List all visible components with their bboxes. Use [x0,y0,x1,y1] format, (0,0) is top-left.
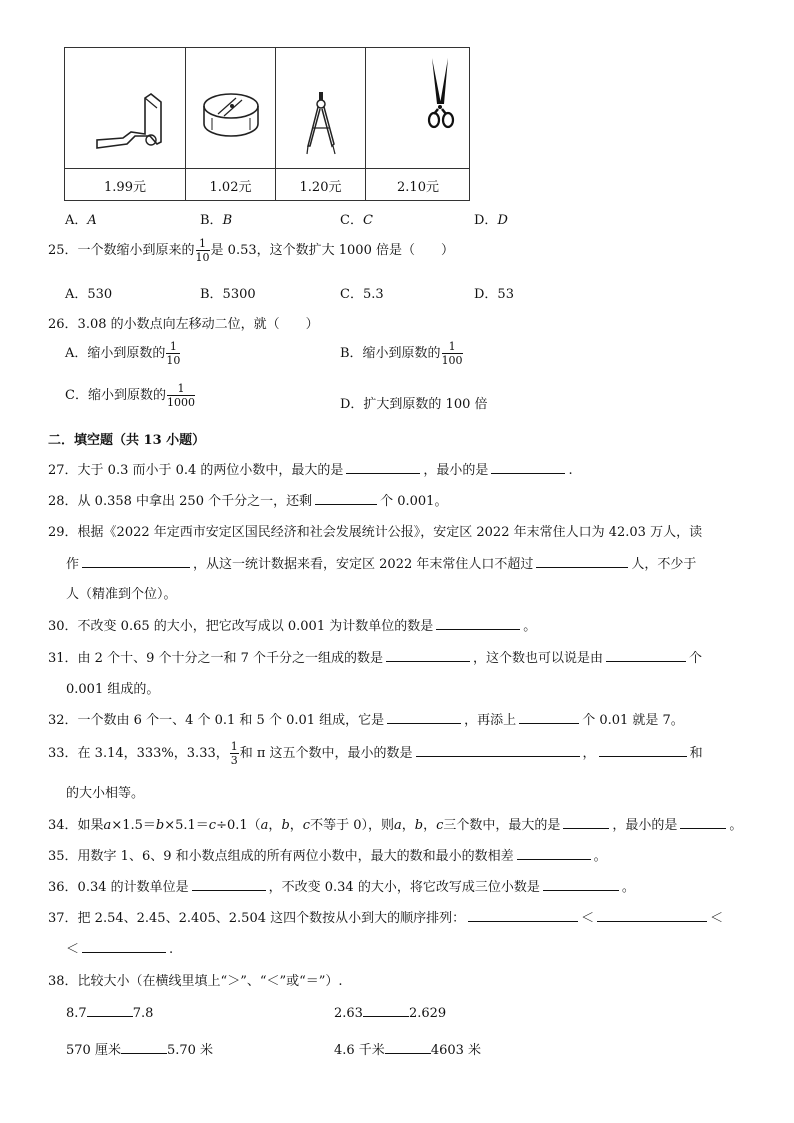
question-34: 34．如果a×1.5＝b×5.1＝c÷0.1（a，b，c不等于 0），则a，b，c三个数中，最大的是 ，最小的是 。 [48,818,743,833]
fraction-1-3: $\frac{1}{3}$ [230,740,238,767]
answer-blank[interactable] [82,555,190,568]
table-cell-b [186,48,276,201]
answer-blank[interactable] [315,492,377,505]
q25-option-b: B．5300 [200,287,256,302]
price-a: 1.99元 [104,180,146,195]
compare-item: 570 厘米 5.70 米 [66,1043,214,1058]
question-31-line1: 31．由 2 个十、9 个十分之一和 7 个千分之一组成的数是 ，这个数也可以说是由 个 [48,651,703,666]
answer-blank[interactable] [468,909,578,922]
answer-blank[interactable] [536,555,628,568]
question-29-line3: 人（精准到个位）。 [66,587,177,602]
question-36: 36．0.34 的计数单位是 ，不改变 0.34 的大小，将它改写成三位小数是 。 [48,880,635,895]
table-cell-c [276,48,366,201]
question-25: 25．一个数缩小到原来的 $\frac{1}{10}$ 是 0.53，这个数扩大 1000 倍是（ ） [48,237,454,264]
compare-item: 2.63 2.629 [334,1006,447,1021]
compare-item: 8.7 7.8 [66,1006,154,1021]
question-33-line1: 33．在 3.14，333%，3.33， $\frac{1}{3}$ 和 π 这五个数中，最小的数是 ， 和 [48,740,703,767]
table-cell-a [65,48,186,201]
answer-blank[interactable] [543,878,619,891]
q26-option-b: B．缩小到原数的 $\frac{1}{100}$ [340,340,463,367]
q25-option-a: A．530 [65,287,113,302]
answer-blank[interactable] [597,909,707,922]
answer-blank[interactable] [346,461,420,474]
question-37-line2: ＜ . [66,942,174,957]
answer-blank[interactable] [386,649,470,662]
q24-option-a: A．A [65,213,97,228]
answer-blank[interactable] [363,1004,409,1017]
q26-option-a: A．缩小到原数的 $\frac{1}{10}$ [65,340,181,367]
answer-blank[interactable] [563,816,609,829]
compass-icon [276,54,365,164]
answer-blank[interactable] [385,1041,431,1054]
answer-blank[interactable] [519,711,579,724]
answer-blank[interactable] [387,711,461,724]
q24-option-c: C．C [340,213,373,228]
question-38: 38．比较大小（在横线里填上“＞”、“＜”或“＝”）. [48,974,343,989]
question-26: 26．3.08 的小数点向左移动二位，就（ ） [48,317,319,332]
fraction-1-10: $\frac{1}{10}$ [195,237,210,264]
q26-option-d: D．扩大到原数的 100 倍 [340,397,488,412]
question-35: 35．用数字 1、6、9 和小数点组成的所有两位小数中，最大的数和最小的数相差 。 [48,849,607,864]
price-b: 1.02元 [209,180,252,195]
answer-blank[interactable] [436,617,520,630]
answer-blank[interactable] [121,1041,167,1054]
price-d: 2.10元 [397,180,439,195]
scissors-icon [366,54,470,164]
folding-ruler-icon [65,54,185,164]
tape-measure-icon [186,54,275,164]
question-29-line2: 作 ，从这一统计数据来看，安定区 2022 年末常住人口不超过 人，不少于 [66,557,697,572]
question-31-line2: 0.001 组成的。 [66,682,160,697]
answer-blank[interactable] [606,649,686,662]
answer-blank[interactable] [416,744,580,757]
answer-blank[interactable] [82,940,166,953]
answer-blank[interactable] [192,878,266,891]
question-32: 32．一个数由 6 个一、4 个 0.1 和 5 个 0.01 组成，它是 ，再添上 个 0.01 就是 7。 [48,713,684,728]
answer-blank[interactable] [87,1004,133,1017]
answer-blank[interactable] [517,847,591,860]
table-cell-d [366,48,470,201]
question-33-line2: 的大小相等。 [66,786,145,801]
section-heading: 二．填空题（共 13 小题） [48,433,206,448]
q25-option-c: C．5.3 [340,287,384,302]
answer-blank[interactable] [680,816,726,829]
q24-option-b: B．B [200,213,233,228]
answer-blank[interactable] [491,461,565,474]
compare-item: 4.6 千米 4603 米 [334,1043,482,1058]
question-29-line1: 29．根据《2022 年定西市安定区国民经济和社会发展统计公报》，安定区 2022 年末常住人口为 42.03 万人，读 [48,525,703,540]
item-price-table [64,47,470,201]
question-27: 27．大于 0.3 而小于 0.4 的两位小数中，最大的是 ，最小的是 . [48,463,573,478]
question-28: 28．从 0.358 中拿出 250 个千分之一，还剩 个 0.001。 [48,494,448,509]
question-30: 30．不改变 0.65 的大小，把它改写成以 0.001 为计数单位的数是 。 [48,619,537,634]
q26-option-c: C．缩小到原数的 $\frac{1}{1000}$ [65,382,195,409]
q24-option-d: D．D [474,213,508,228]
q25-option-d: D．53 [474,287,514,302]
question-37-line1: 37．把 2.54、2.45、2.405、2.504 这四个数按从小到大的顺序排列： ＜ ＜ [48,911,724,926]
price-c: 1.20元 [299,180,342,195]
answer-blank[interactable] [599,744,687,757]
